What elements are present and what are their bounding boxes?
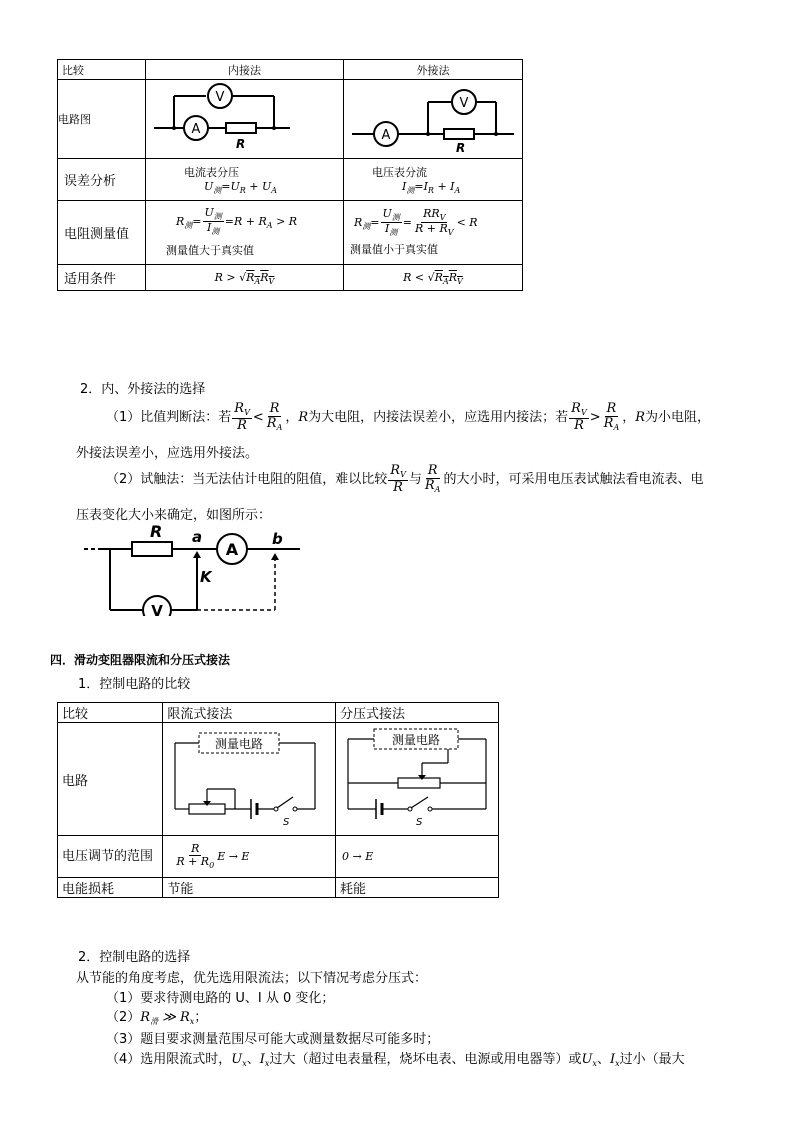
divide-circuit-cell (336, 723, 499, 836)
divide-range-cell: 0 → E (336, 836, 499, 878)
section2-item1-line2: 外接法误差小，应选用外接法。 (76, 446, 259, 461)
choice-item4: （4）选用限流式时，$U_x$、$I_x$过大（超过电表量程，烧坏电表、电源或用电器等）或$U_x$、$I_x$过小（最大 (106, 1052, 685, 1068)
section2-item1-line1: （1）比值判断法：若 $\frac{R_V}{R}$ < $\frac{R}{R_A}$ ，R为大电阻，内接法误差小，应选用内接法；若 $\frac{R_V}{R}$ > $\frac{R}{R_A}$ ，R为小电阻， (106, 401, 711, 433)
choice-item2: $(2)R_滑$ ≫ $R_x$； (106, 1010, 208, 1026)
row-error-label: 误差分析 (58, 159, 146, 201)
section2-item2-line1: （2）试触法：当无法估计电阻的阻值，难以比较 $\frac{R_V}{R}$ 与 $\frac{R}{R_A}$ 的大小时，可采用电压表试触法看电流表、电 (106, 463, 704, 495)
switch-icon (277, 797, 293, 808)
divide-energy-cell: 耗能 (336, 878, 499, 898)
inner-circuit-cell (146, 80, 344, 159)
resistor-icon (444, 129, 474, 139)
choice-title: 2．控制电路的选择 (78, 950, 191, 965)
section4-title: 四．滑动变阻器限流和分压式接法 (50, 653, 231, 667)
resistor-icon (132, 542, 172, 556)
voltmeter-label: V (151, 602, 163, 616)
header-compare: 比较 (58, 703, 163, 723)
rheostat-icon (398, 778, 440, 788)
outer-error-cell (344, 159, 523, 201)
limit-circuit-diagram (163, 723, 331, 831)
row-condition-label: 适用条件 (58, 265, 146, 291)
resistor-label: R (456, 141, 466, 154)
ammeter-label: A (191, 122, 201, 137)
header-limit: 限流式接法 (163, 703, 336, 723)
measuring-circuit-label: 测量电路 (391, 733, 441, 747)
switch-label: S (416, 817, 423, 828)
outer-resistance-formula: $R_测=$ $\frac{U_测}{I_测}$ = $\frac{RR_V}{R + R_V}$ < R (354, 206, 478, 237)
limit-range-cell: $\frac{R}{R + R_0}$ E → E (163, 836, 336, 878)
inner-error-text: 电流表分压 (184, 165, 239, 179)
ammeter-label: A (225, 540, 239, 559)
inner-resistance-formula: $R_测=$ $\frac{U_测}{I_测}$ $=R + R_A > R$ (176, 205, 298, 236)
header-outer: 外接法 (344, 60, 523, 80)
row-circuit-label: 电路 (58, 723, 163, 836)
measuring-circuit-label: 测量电路 (215, 737, 264, 751)
outer-error-formula: $I_测=I_R + I_A$ (402, 179, 461, 195)
row-energy-label: 电能损耗 (58, 878, 163, 898)
comparison-table-limit-divide (57, 702, 499, 898)
voltmeter-label: V (459, 96, 469, 111)
resistor-label: R (150, 524, 163, 541)
row-range-label: 电压调节的范围 (58, 836, 163, 878)
switch-icon (411, 797, 428, 808)
ammeter-label: A (381, 128, 391, 143)
inner-error-formula: $U_测=U_R + U_A$ (204, 179, 278, 195)
header-compare: 比较 (58, 60, 146, 80)
outer-circuit-cell (344, 80, 523, 159)
trial-touch-circuit (80, 524, 310, 616)
header-divide: 分压式接法 (336, 703, 499, 723)
row-circuit-label: 电路图 (58, 80, 146, 159)
inner-resistance-cell (146, 201, 344, 265)
point-a-label: a (192, 528, 203, 546)
section2-item2-line2: 压表变化大小来确定，如图所示： (76, 508, 272, 523)
limit-circuit-cell (163, 723, 336, 836)
inner-error-cell (146, 159, 344, 201)
inner-circuit-diagram (146, 80, 343, 154)
outer-condition-cell: $R < √R_AR_V$ (344, 265, 523, 291)
inner-condition-cell: $R > √R_AR_V$ (146, 265, 344, 291)
outer-resistance-cell (344, 201, 523, 265)
section2-title: 2．内、外接法的选择 (80, 382, 206, 397)
switch-label: S (283, 817, 290, 828)
divide-circuit-diagram (336, 723, 498, 831)
section4-subtitle: 1．控制电路的比较 (78, 677, 191, 692)
outer-circuit-diagram (344, 80, 522, 154)
comparison-table-inner-outer (57, 59, 523, 291)
resistor-label: R (236, 137, 246, 151)
choice-item1: （1）要求待测电路的 U、I 从 0 变化； (106, 991, 335, 1006)
switch-k-label: K (200, 568, 212, 586)
row-resistance-label: 电阻测量值 (58, 201, 146, 265)
inner-measure-note: 测量值大于真实值 (166, 244, 254, 258)
voltmeter-label: V (215, 90, 225, 105)
point-b-label: b (272, 530, 283, 548)
choice-item3: （3）题目要求测量范围尽可能大或测量数据尽可能多时； (106, 1032, 440, 1047)
limit-energy-cell: 节能 (163, 878, 336, 898)
outer-measure-note: 测量值小于真实值 (350, 243, 438, 257)
outer-error-text: 电压表分流 (372, 165, 427, 179)
choice-intro: 从节能的角度考虑，优先选用限流法；以下情况考虑分压式： (76, 971, 428, 986)
header-inner: 内接法 (146, 60, 344, 80)
resistor-icon (226, 123, 256, 133)
